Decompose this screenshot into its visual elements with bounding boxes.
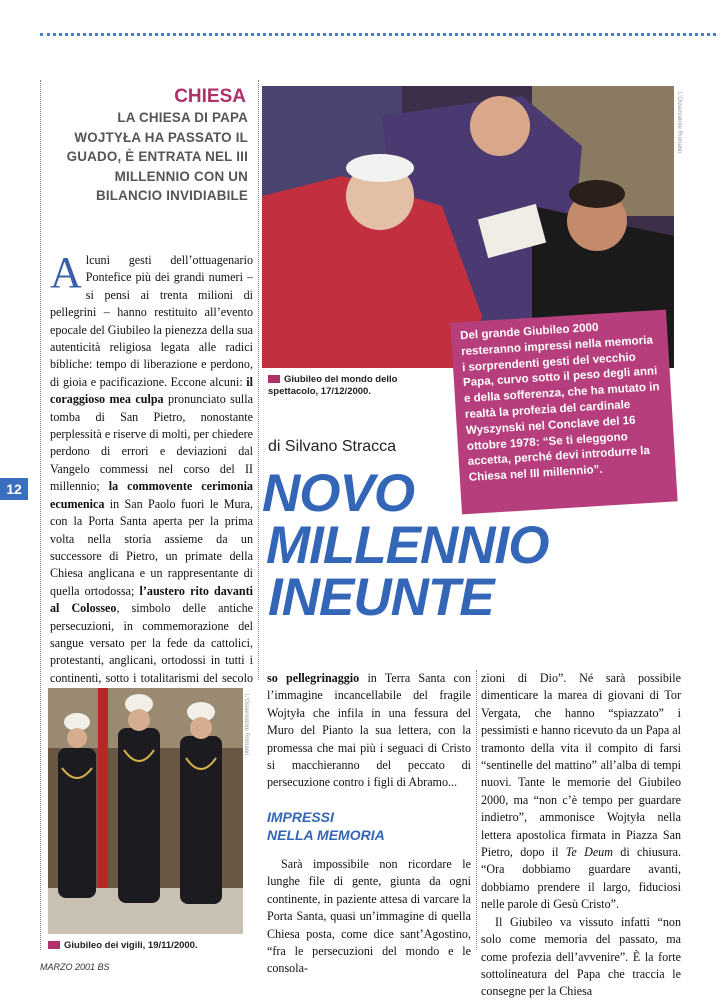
subheading: IMPRESSI NELLA MEMORIA: [267, 809, 385, 843]
article-column-1: Alcuni gesti dell’ottuagenario Pontefice più dei grandi numeri – si pensi ai trenta milioni di pellegrini – hanno restituito all’evento epocale del Giubileo la pienezza della sua autenticità religiosa legata alle radici bibliche: tempo di liberazione e perdono, di gioia e pacificazione. Eccone alcuni: il coraggioso mea culpa pronunciato sulla tomba di San Pietro, nonostante perplessità e riserve di molti, per chiedere perdono di errori e deviazioni dal Vangelo commessi nel corso del II millennio; la commovente cerimonia ecumenica in San Paolo fuori le Mura, con la Porta Santa aperta per la prima volta nella storia assieme da un successore di Pietro, un primate della Chiesa anglicana e un rappresentante di quella ortodossa; l’austero rito davanti al Colosseo, simbolo delle antiche persecuzioni, in commemorazione del sangue versato per la fede da cattolici, protestanti, anglicani, ortodossi in tutti i continenti, sotto i totalitarismi del secolo: [50, 248, 253, 685]
deck-subtitle: LA CHIESA DI PAPA WOJTYŁA HA PASSATO IL GUADO, È ENTRATA NEL III MILLENNIO CON UN BILANCIO INVIDIABILE: [66, 110, 248, 204]
column-rule-mid: [258, 80, 259, 680]
section-label: CHIESA: [174, 86, 246, 107]
article-column-2: so pellegrinaggio in Terra Santa con l’immagine incancellabile del fragile Wojtyła che infila in una fessura del Muro del Pianto la sua lettera, con la promessa che mai più i seguaci di Cristo si macchieranno del peccato di persecuzione contro i figli di Abramo...: [267, 671, 471, 790]
headline: NOVO MILLENNIO INEUNTE: [262, 464, 549, 627]
byline: di Silvano Stracca: [268, 438, 397, 455]
photo-illustration-vigili: [48, 688, 243, 934]
caption-top: Giubileo del mondo dello spettacolo, 17/12/2000.: [268, 374, 398, 397]
caption-marker: [48, 941, 60, 949]
drop-cap: A: [50, 248, 82, 297]
top-dotted-rule: [40, 33, 716, 36]
page-footer: MARZO 2001 BS: [40, 962, 110, 972]
page-number-tab: 12: [0, 478, 28, 500]
column-rule-right: [476, 670, 477, 950]
photo-credit-bottom: L’Osservatore Romano: [243, 694, 249, 756]
photo-credit-top: L’Osservatore Romano: [676, 92, 682, 154]
photo-vigili: [48, 688, 243, 934]
column-rule-left: [40, 80, 41, 950]
article-column-2-cont: Sarà impossibile non ricordare le lunghe file di gente, giunta da ogni continente, in paziente attesa di varcare la Porta Santa, quasi un’immagine di quella Chiesa posta, come dice sant’Agostino, “fra le persecuzioni del mondo e le consola-: [267, 857, 471, 976]
article-column-3: zioni di Dio”. Né sarà possibile dimenticare la marea di giovani di Tor Vergata, che hanno “spiazzato” i pessimisti e hanno ricevuto da un Papa al tramonto della vita il compito di farsi “sentinelle del mattino” all’alba di tempi nuovi. Tante le memorie del Giubileo 2000, ma “non c’è tempo per guardare indietro”, ammonisce Wojtyła nella lettera apostolica firmata in Piazza San Pietro, dopo il Te Deum di chiusura. “Ora dobbiamo guardare avanti, dobbiamo prendere il largo, fiduciosi nelle parole di Gesù Cristo”. Il Giubileo va vissuto infatti “non solo come memoria del passato, ma come profezia dell’avvenire”. È la forte sottolineatura del Papa che traccia le consegne per la Chiesa: [481, 671, 682, 999]
pull-quote: Del grande Giubileo 2000 resteranno impressi nella memoria i sorprendenti gesti del vecchio Papa, curvo sotto il peso degli anni e della sofferenza, che ha mutato in realtà la profezia del cardinale Wyszynski nel Conclave del 16 ottobre 1978: “Se ti eleggono accetta, perché devi introdurre la Chiesa nel III millennio”.: [450, 310, 677, 515]
caption-bottom: Giubileo dei vigili, 19/11/2000.: [48, 940, 248, 952]
caption-marker: [268, 375, 280, 383]
